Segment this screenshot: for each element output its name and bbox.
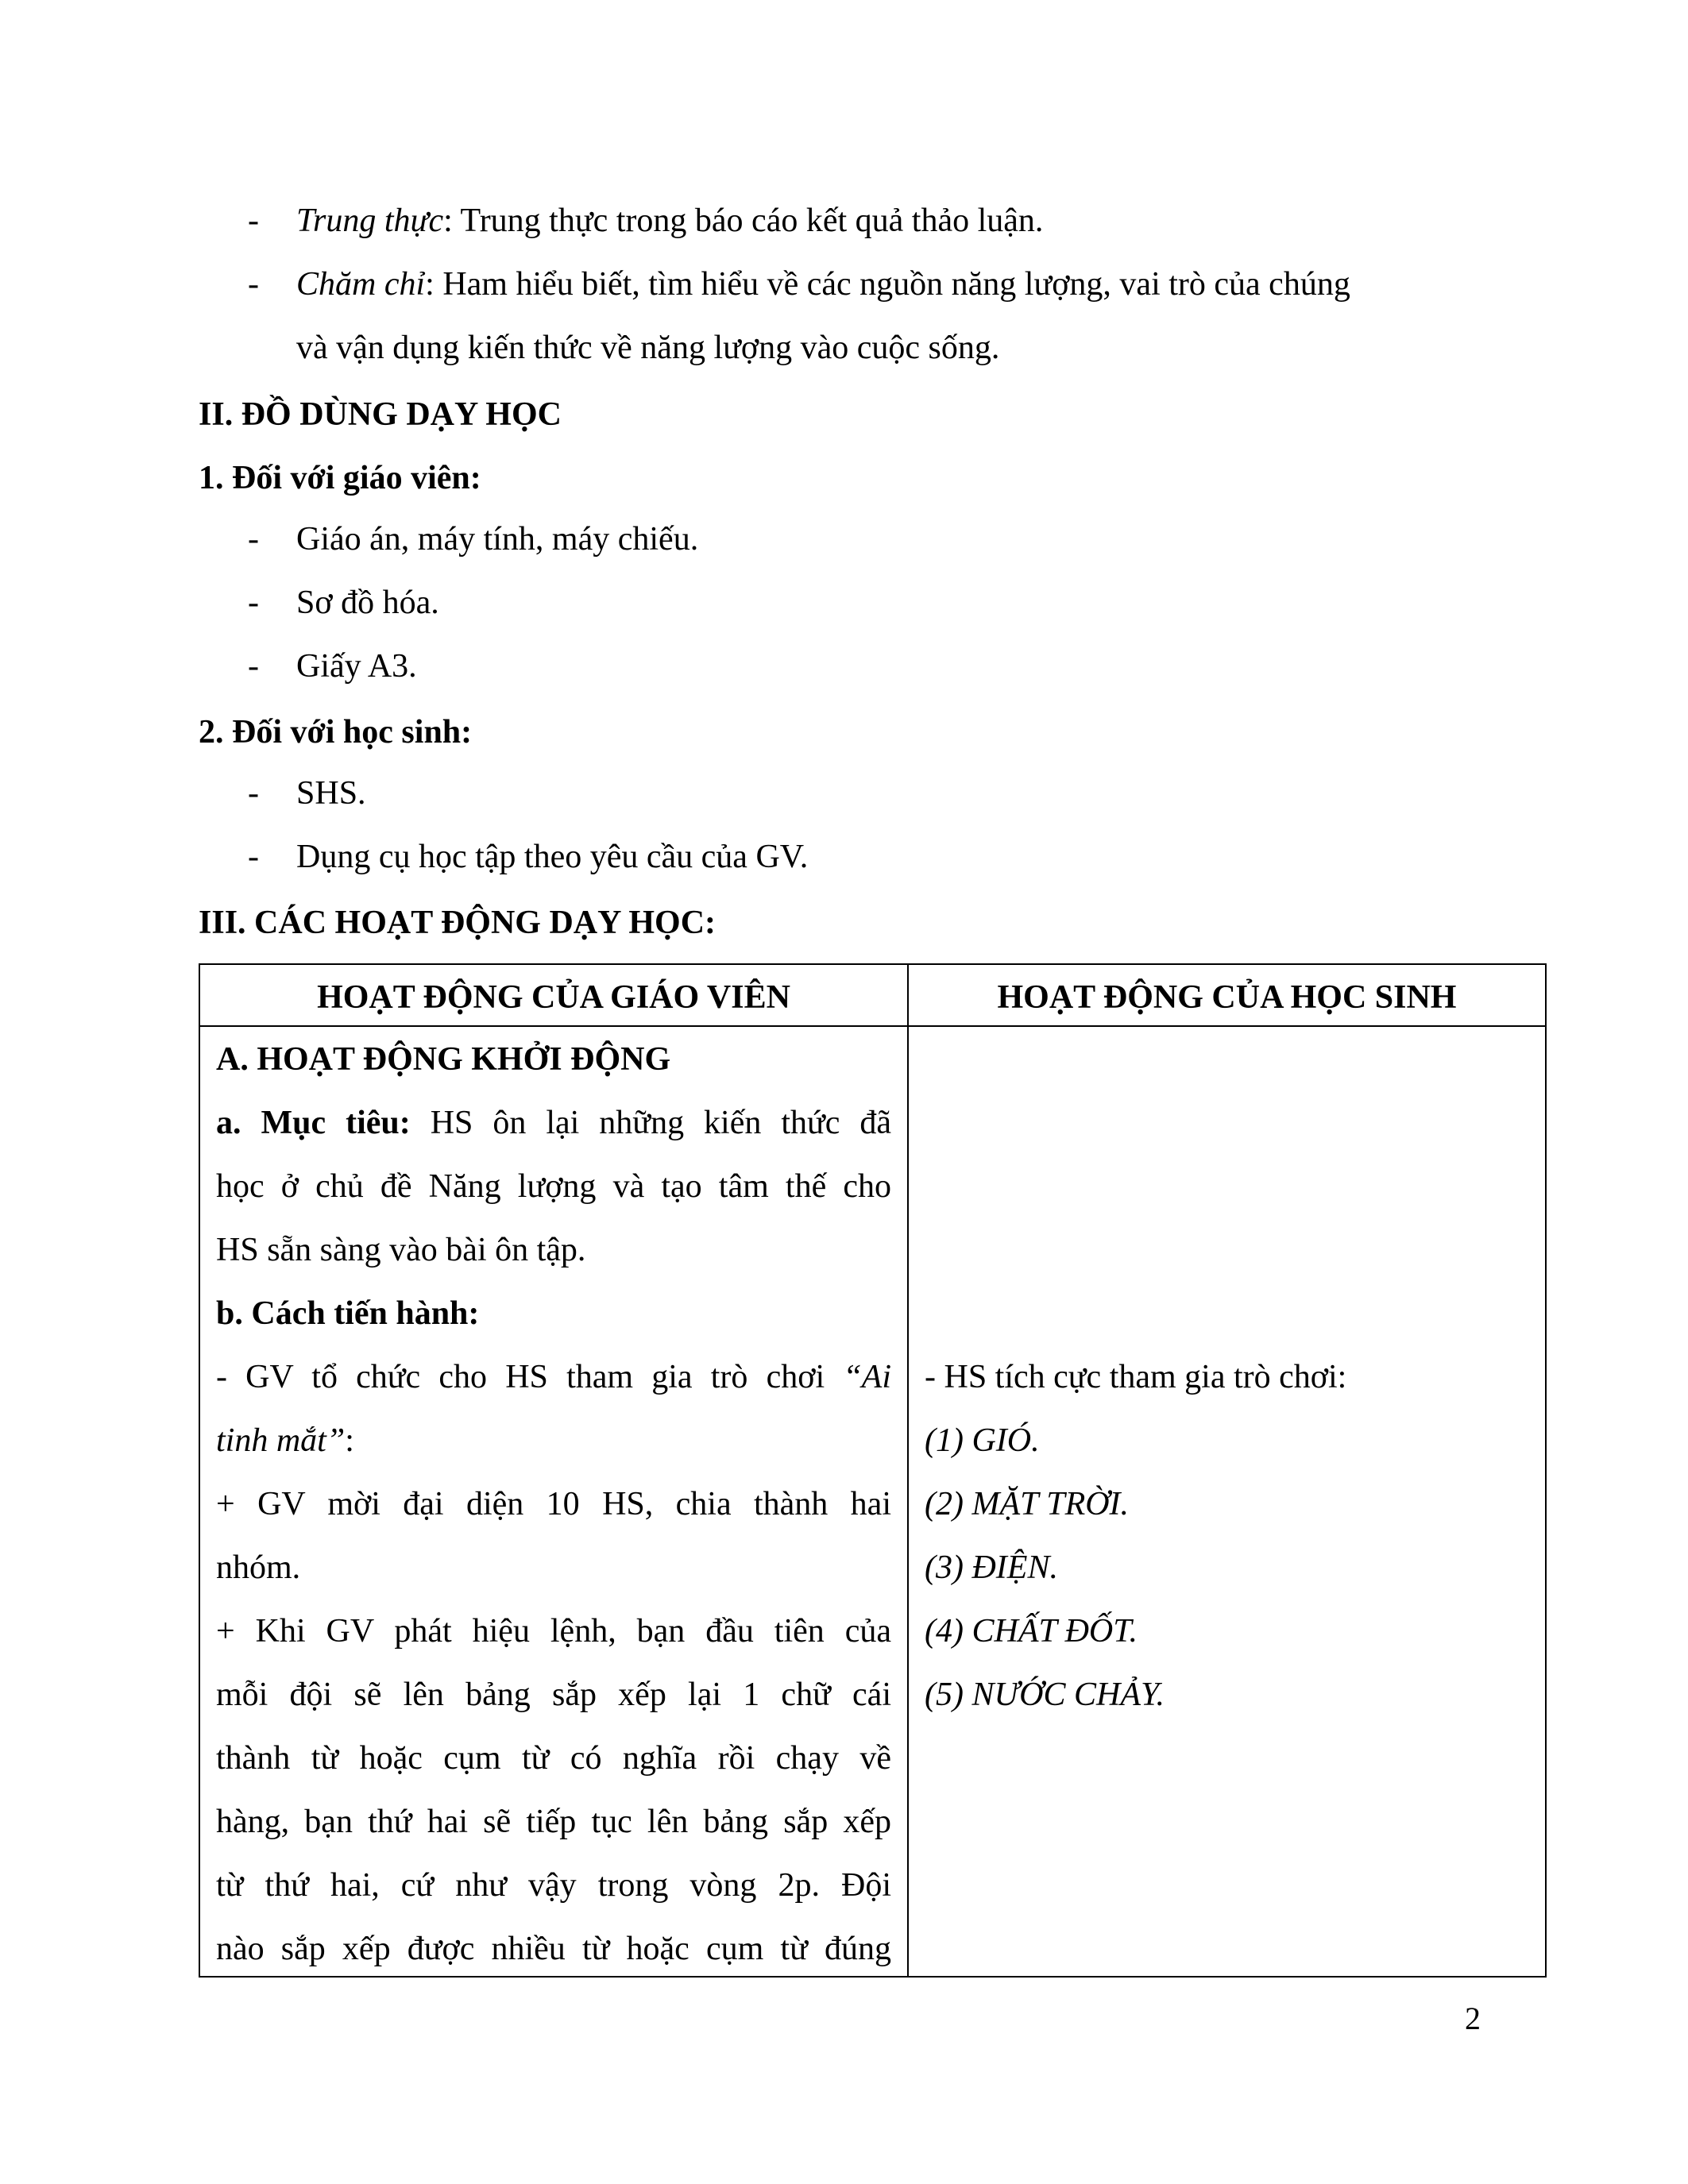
bullet-dash: -: [248, 839, 259, 875]
objective-line: học ở chủ đề Năng lượng và tạo tâm thế cho: [216, 1168, 891, 1205]
objective-label: a. Mục tiêu:: [216, 1105, 411, 1141]
table-column-divider: [907, 965, 909, 1976]
list-item-text: Giáo án, máy tính, máy chiếu.: [296, 521, 699, 558]
answer-item: (3) ĐIỆN.: [925, 1549, 1058, 1586]
bullet-continuation-text: và vận dụng kiến thức về năng lượng vào cuộc sống.: [296, 330, 1000, 366]
answer-item: (1) GIÓ.: [925, 1422, 1040, 1459]
list-item-text: Dụng cụ học tập theo yêu cầu của GV.: [296, 839, 809, 875]
bullet-label: Chăm chỉ: [296, 266, 426, 303]
teacher-step-line: - GV tổ chức cho HS tham gia trò chơi “Ai: [216, 1359, 892, 1395]
procedure-label: b. Cách tiến hành:: [216, 1295, 480, 1332]
list-item-text: Sơ đồ hóa.: [296, 585, 439, 621]
teacher-step-line: thành từ hoặc cụm từ có nghĩa rồi chạy về: [216, 1740, 891, 1777]
teacher-step-line: tinh mắt”:: [216, 1422, 354, 1459]
student-step-line: - HS tích cực tham gia trò chơi:: [925, 1359, 1347, 1395]
table-header-teacher: HOẠT ĐỘNG CỦA GIÁO VIÊN: [317, 979, 790, 1016]
objective-line: HS sẵn sàng vào bài ôn tập.: [216, 1232, 586, 1268]
teacher-step-line: hàng, bạn thứ hai sẽ tiếp tục lên bảng sắp xếp: [216, 1804, 891, 1840]
list-item-text: SHS.: [296, 775, 366, 812]
bullet-dash: -: [248, 648, 259, 685]
teacher-column: [216, 965, 891, 1976]
part-heading: A. HOẠT ĐỘNG KHỞI ĐỘNG: [216, 1041, 671, 1078]
teacher-step-line: nhóm.: [216, 1549, 301, 1586]
bullet-dash: -: [248, 585, 259, 621]
teacher-step-line: từ thứ hai, cứ như vậy trong vòng 2p. Đội: [216, 1867, 891, 1904]
section-title: II. ĐỒ DÙNG DẠY HỌC: [199, 396, 562, 433]
bullet-dash: -: [248, 521, 259, 558]
bullet-dash: -: [248, 203, 259, 239]
answer-item: (4) CHẤT ĐỐT.: [925, 1613, 1138, 1650]
teacher-step-line: nào sắp xếp được nhiều từ hoặc cụm từ đúng: [216, 1931, 891, 1967]
teacher-step-line: + GV mời đại diện 10 HS, chia thành hai: [216, 1486, 891, 1522]
bullet-text: : Ham hiểu biết, tìm hiểu về các nguồn năng lượng, vai trò của chúng: [425, 266, 1350, 303]
subsection-title: 1. Đối với giáo viên:: [199, 460, 481, 496]
subsection-title: 2. Đối với học sinh:: [199, 714, 473, 751]
activities-table: [199, 963, 1547, 1978]
bullet-text: : Trung thực trong báo cáo kết quả thảo luận.: [443, 203, 1044, 239]
section-title: III. CÁC HOẠT ĐỘNG DẠY HỌC:: [199, 905, 717, 941]
table-header-student: HOẠT ĐỘNG CỦA HỌC SINH: [997, 979, 1457, 1016]
teacher-step-line: + Khi GV phát hiệu lệnh, bạn đầu tiên của: [216, 1613, 891, 1650]
bullet-dash: -: [248, 775, 259, 812]
objective-line: a. Mục tiêu: HS ôn lại những kiến thức đã: [216, 1105, 892, 1141]
answer-item: (5) NƯỚC CHẢY.: [925, 1677, 1165, 1713]
student-column: [925, 965, 1528, 1976]
answer-item: (2) MẶT TRỜI.: [925, 1486, 1130, 1522]
teacher-step-line: mỗi đội sẽ lên bảng sắp xếp lại 1 chữ cái: [216, 1677, 891, 1713]
bullet-label: Trung thực: [296, 203, 444, 239]
list-item-text: Giấy A3.: [296, 648, 417, 685]
bullet-dash: -: [248, 266, 259, 303]
page-number: 2: [1465, 2001, 1481, 2036]
